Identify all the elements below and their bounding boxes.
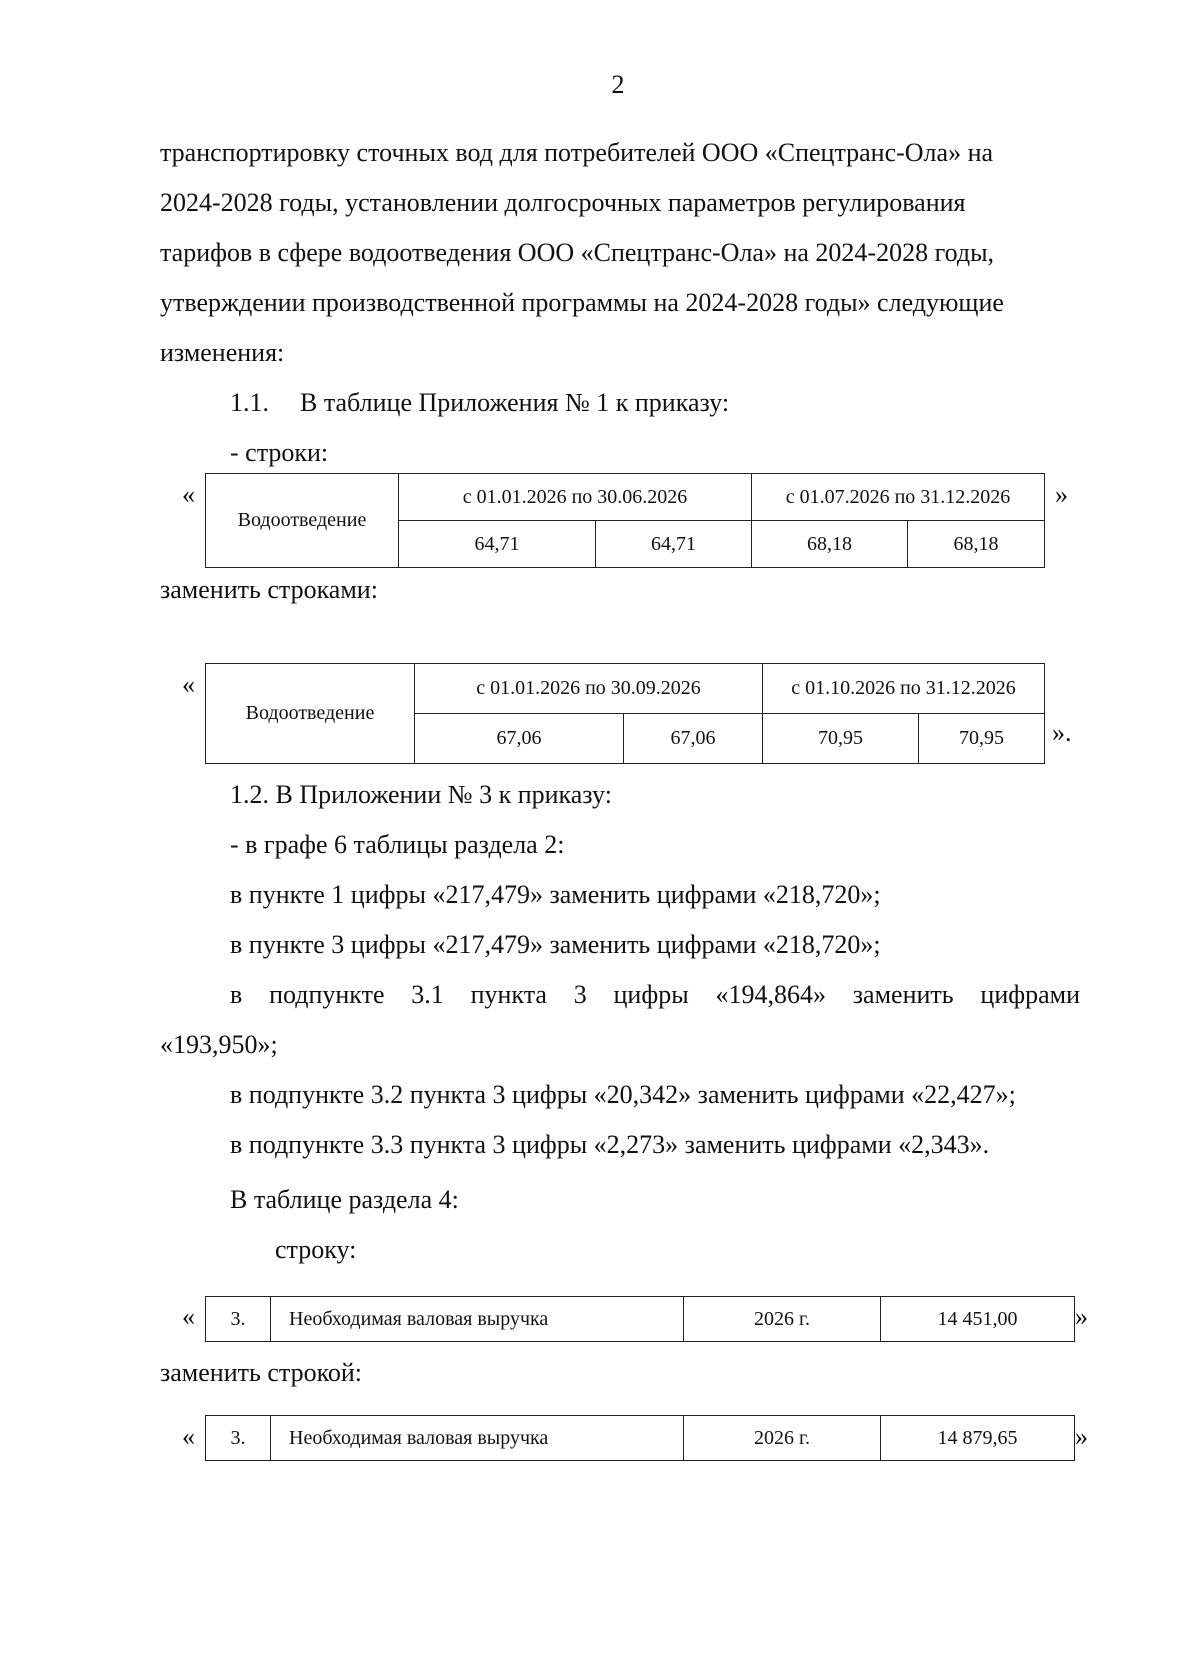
value-cell: 70,95 <box>919 714 1045 764</box>
value-cell: 68,18 <box>908 521 1045 568</box>
intro-line-1: транспортировку сточных вод для потребителей ООО «Спецтранс-Ола» на <box>160 138 994 167</box>
service-cell: Водоотведение <box>206 664 415 764</box>
quote-close: » <box>1075 1422 1088 1451</box>
period-2-cell: с 01.10.2026 по 31.12.2026 <box>763 664 1045 714</box>
change-line: в подпункте 3.2 пункта 3 цифры «20,342» заменить цифрами «22,427»; <box>230 1080 1016 1109</box>
row-label: строку: <box>275 1235 357 1264</box>
row-name-cell: Необходимая валовая выручка <box>271 1297 684 1342</box>
row-value-cell: 14 879,65 <box>881 1416 1075 1461</box>
change-line: «193,950»; <box>160 1030 278 1059</box>
change-line: в подпункте 3.1 пункта 3 цифры «194,864» заменить цифрами <box>230 980 1080 1009</box>
value-cell: 68,18 <box>752 521 908 568</box>
period-1-cell: с 01.01.2026 по 30.09.2026 <box>415 664 763 714</box>
value-cell: 64,71 <box>399 521 596 568</box>
change-line: в пункте 1 цифры «217,479» заменить цифрами «218,720»; <box>230 880 881 909</box>
row-number-cell: 3. <box>206 1297 271 1342</box>
section-4-label: В таблице раздела 4: <box>230 1185 459 1214</box>
period-1-cell: с 01.01.2026 по 30.06.2026 <box>399 474 752 521</box>
revenue-row-old <box>205 1296 1075 1342</box>
row-year-cell: 2026 г. <box>684 1416 881 1461</box>
quote-close: » <box>1075 1302 1088 1331</box>
value-cell: 64,71 <box>596 521 752 568</box>
item-1-2: 1.2. В Приложении № 3 к приказу: <box>230 780 612 809</box>
row-number-cell: 3. <box>206 1416 271 1461</box>
rows-label: - строки: <box>230 438 329 467</box>
value-cell: 67,06 <box>415 714 624 764</box>
intro-line-3: тарифов в сфере водоотведения ООО «Спецтранс-Ола» на 2024-2028 годы, <box>160 238 995 267</box>
intro-line-4: утверждении производственной программы на 2024-2028 годы» следующие <box>160 288 1004 317</box>
service-cell: Водоотведение <box>206 474 399 568</box>
replace-row-label: заменить строкой: <box>160 1358 363 1387</box>
quote-open: « <box>182 1302 195 1331</box>
change-line: в подпункте 3.3 пункта 3 цифры «2,273» заменить цифрами «2,343». <box>230 1130 990 1159</box>
value-cell: 70,95 <box>763 714 919 764</box>
item-1-1-text: В таблице Приложения № 1 к приказу: <box>300 388 730 417</box>
quote-close: » <box>1055 480 1068 509</box>
tariff-table-new <box>205 663 1045 764</box>
quote-close-period: ». <box>1052 718 1072 747</box>
item-1-1-number: 1.1. <box>230 388 269 417</box>
page-number: 2 <box>611 70 625 99</box>
change-line: в пункте 3 цифры «217,479» заменить цифрами «218,720»; <box>230 930 881 959</box>
row-name-cell: Необходимая валовая выручка <box>271 1416 684 1461</box>
column-6-label: - в графе 6 таблицы раздела 2: <box>230 830 565 859</box>
period-2-cell: с 01.07.2026 по 31.12.2026 <box>752 474 1045 521</box>
row-year-cell: 2026 г. <box>684 1297 881 1342</box>
value-cell: 67,06 <box>624 714 763 764</box>
row-value-cell: 14 451,00 <box>881 1297 1075 1342</box>
revenue-row-new <box>205 1415 1075 1461</box>
quote-open: « <box>182 1422 195 1451</box>
quote-open: « <box>182 670 195 699</box>
tariff-table-old <box>205 473 1045 568</box>
intro-line-5: изменения: <box>160 338 285 367</box>
quote-open: « <box>182 480 195 509</box>
intro-line-2: 2024-2028 годы, установлении долгосрочных параметров регулирования <box>160 188 966 217</box>
replace-rows-label: заменить строками: <box>160 575 378 604</box>
